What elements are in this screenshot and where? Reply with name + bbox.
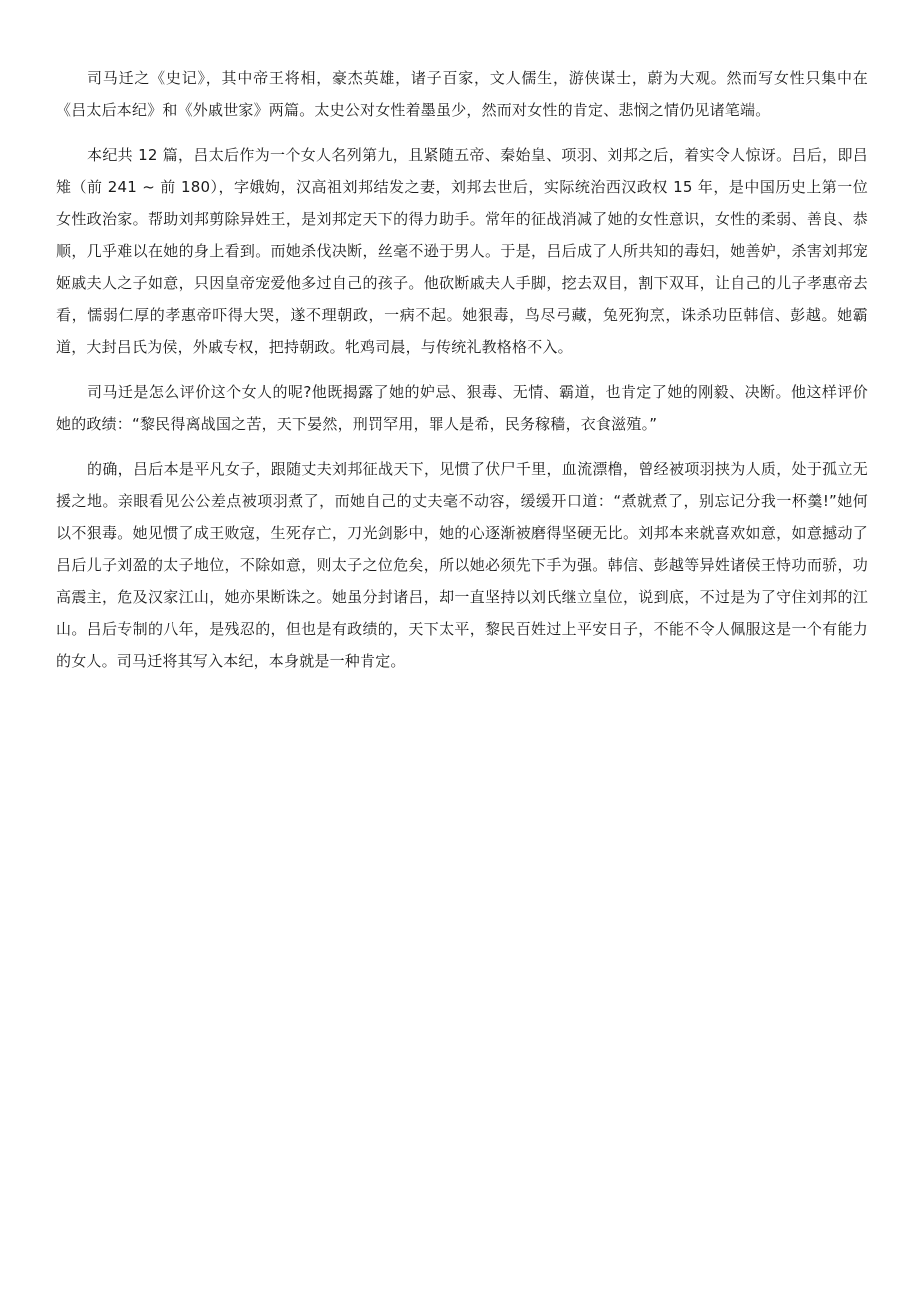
paragraph-1: 司马迁之《史记》，其中帝王将相，豪杰英雄，诸子百家，文人儒生，游侠谋士，蔚为大观。然而写女性只集中在《吕太后本纪》和《外戚世家》两篇。太史公对女性着墨虽少，然而对女性的肯定、悲悯之情仍见诸笔端。 bbox=[56, 69, 868, 119]
document-page bbox=[56, 62, 868, 690]
paragraph-3: 司马迁是怎么评价这个女人的呢?他既揭露了她的妒忌、狠毒、无情、霸道，也肯定了她的刚毅、决断。他这样评价她的政绩：“黎民得离战国之苦，天下晏然，刑罚罕用，罪人是希，民务稼穑，衣食滋殖。” bbox=[56, 383, 868, 433]
paragraph-2: 本纪共 12 篇，吕太后作为一个女人名列第九，且紧随五帝、秦始皇、项羽、刘邦之后，着实令人惊讶。吕后，即吕雉（前 241 ~ 前 180），字娥姁，汉高祖刘邦结发之妻，刘邦去世后，实际统治西汉政权 15 年，是中国历史上第一位女性政治家。帮助刘邦剪除异姓王，是刘邦定天下的得力助手。常年的征战消减了她的女性意识，女性的柔弱、善良、恭顺，几乎难以在她的身上看到。而她杀伐决断，丝毫不逊于男人。于是，吕后成了人所共知的毒妇，她善妒，杀害刘邦宠姬戚夫人之子如意，只因皇帝宠爱他多过自己的孩子。他砍断戚夫人手脚，挖去双目，割下双耳，让自己的儿子孝惠帝去看，懦弱仁厚的孝惠帝吓得大哭，遂不理朝政，一病不起。她狠毒，鸟尽弓藏，兔死狗烹，诛杀功臣韩信、彭越。她霸道，大封吕氏为侯，外戚专权，把持朝政。牝鸡司晨，与传统礼教格格不入。 bbox=[56, 146, 868, 356]
paragraph-4: 的确，吕后本是平凡女子，跟随丈夫刘邦征战天下，见惯了伏尸千里，血流漂橹，曾经被项羽挟为人质，处于孤立无援之地。亲眼看见公公差点被项羽煮了，而她自己的丈夫毫不动容，缓缓开口道：“煮就煮了，别忘记分我一杯羹!”她何以不狠毒。她见惯了成王败寇，生死存亡，刀光剑影中，她的心逐渐被磨得坚硬无比。刘邦本来就喜欢如意，如意撼动了吕后儿子刘盈的太子地位，不除如意，则太子之位危矣，所以她必须先下手为强。韩信、彭越等异姓诸侯王恃功而骄，功高震主，危及汉家江山，她亦果断诛之。她虽分封诸吕，却一直坚持以刘氏继立皇位，说到底，不过是为了守住刘邦的江山。吕后专制的八年，是残忍的，但也是有政绩的，天下太平，黎民百姓过上平安日子，不能不令人佩服这是一个有能力的女人。司马迁将其写入本纪，本身就是一种肯定。 bbox=[56, 460, 868, 670]
